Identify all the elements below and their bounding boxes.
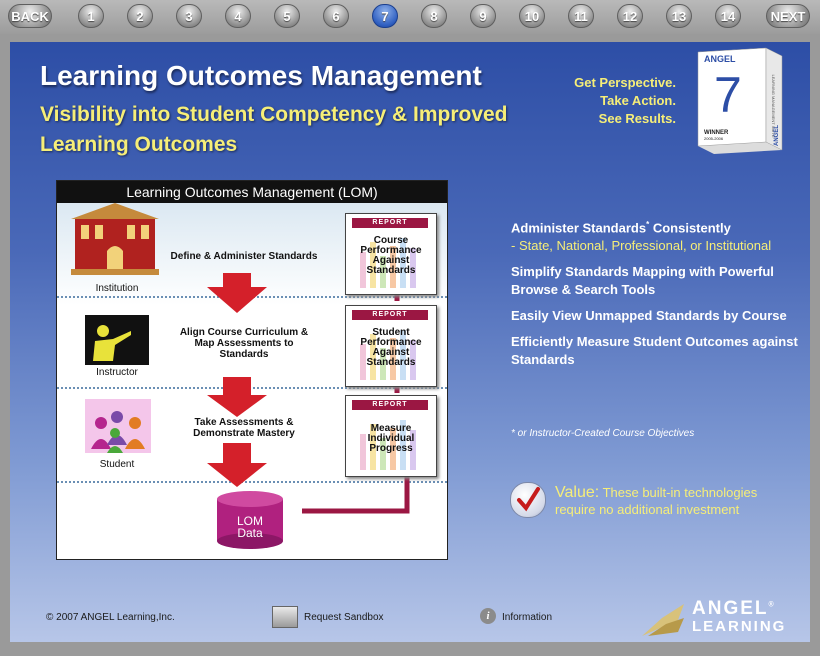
feature-bullet: Easily View Unmapped Standards by Course [511,308,787,324]
arrow-icon [207,377,267,417]
actor-label-student: Student [99,459,135,470]
page-3-button[interactable]: 3 [176,4,202,28]
step-define-standards: Define & Administer Standards [170,251,318,262]
page-subtitle: Visibility into Student Competency & Improved Learning Outcomes [40,103,508,156]
top-navigation [0,0,820,34]
box-award: WINNER [704,130,729,136]
feature-bullet: Administer Standards* Consistently - State, National, Professional, or Institutional [511,220,772,254]
footnote: * or Instructor-Created Course Objectives [511,428,695,439]
report-header: REPORT [352,400,428,410]
page-2-button[interactable]: 2 [127,4,153,28]
tagline-line: See Results. [598,111,676,126]
page-11-button[interactable]: 11 [568,4,594,28]
lom-diagram: Learning Outcomes Management (LOM) Institution Instructor Student Define & Administer Standards Align Course Curriculum & Map Assessments to Standards Take Assessments & Demonstrate Mastery REPORT Course Performance Against Standards REPORT Student Performance Against Standards REPORT Measure Individual Progress LOM Data [56,180,448,560]
value-heading: Value: [555,484,600,501]
tagline-line: Get Perspective. [574,75,676,90]
feature-bullet: Efficiently Measure Student Outcomes against Standards [511,334,798,368]
feature-bullet-list [511,216,801,377]
copyright: © 2007 ANGEL Learning,Inc. [46,612,175,623]
report-course-performance [345,213,437,295]
step-take-assessments: Take Assessments & Demonstrate Mastery [193,417,295,439]
report-title: Student Performance Against Standards [360,327,422,368]
angel-7-product-box-image [690,46,790,156]
page-9-button[interactable]: 9 [470,4,496,28]
page-10-button[interactable]: 10 [519,4,545,28]
box-brand: ANGEL [704,54,736,64]
box-side-text: LEARNING MANAGEMENT SUITE [771,74,776,138]
report-title: Course Performance Against Standards [360,235,422,276]
value-callout [510,482,790,522]
institution-building-icon [71,203,159,275]
page-title: Learning Outcomes Management [40,60,482,91]
tagline-line: Take Action. [600,93,676,108]
diagram-title: Learning Outcomes Management (LOM) [57,181,447,203]
report-title: Measure Individual Progress [367,423,415,454]
report-student-performance [345,305,437,387]
page-7-button-active[interactable]: 7 [372,4,398,28]
box-side-brand: ANGEL [774,125,780,146]
actor-label-institution: Institution [95,283,139,294]
student-icon [85,399,151,453]
step-align-curriculum: Align Course Curriculum & Map Assessments to Standards [179,327,309,360]
box-version: 7 [714,67,742,123]
page-14-button[interactable]: 14 [715,4,741,28]
info-icon: i [480,608,496,624]
box-award-years: 2005-2006 [704,136,724,141]
page-1-button[interactable]: 1 [78,4,104,28]
arrow-icon [207,443,267,487]
tagline [530,74,676,128]
instructor-icon [85,315,149,365]
request-sandbox-label: Request Sandbox [304,612,384,623]
page-13-button[interactable]: 13 [666,4,692,28]
actor-label-instructor: Instructor [96,367,138,378]
page-12-button[interactable]: 12 [617,4,643,28]
angel-learning-logo: ANGEL® LEARNING [638,598,778,638]
checkmark-icon [510,482,546,518]
page-8-button[interactable]: 8 [421,4,447,28]
sandbox-icon [272,606,298,628]
page-6-button[interactable]: 6 [323,4,349,28]
information-label: Information [502,612,553,623]
value-text: These built-in technologies require no additional investment [555,485,758,517]
arrow-icon [207,273,267,313]
feature-bullet: Simplify Standards Mapping with Powerful Browse & Search Tools [511,264,774,298]
page-5-button[interactable]: 5 [274,4,300,28]
report-individual-progress [345,395,437,477]
report-header: REPORT [352,218,428,228]
report-header: REPORT [352,310,428,320]
back-button[interactable]: BACK [8,4,52,28]
page-4-button[interactable]: 4 [225,4,251,28]
slide-panel [10,42,810,642]
next-button[interactable]: NEXT [766,4,810,28]
angel-wings-icon [638,598,688,638]
